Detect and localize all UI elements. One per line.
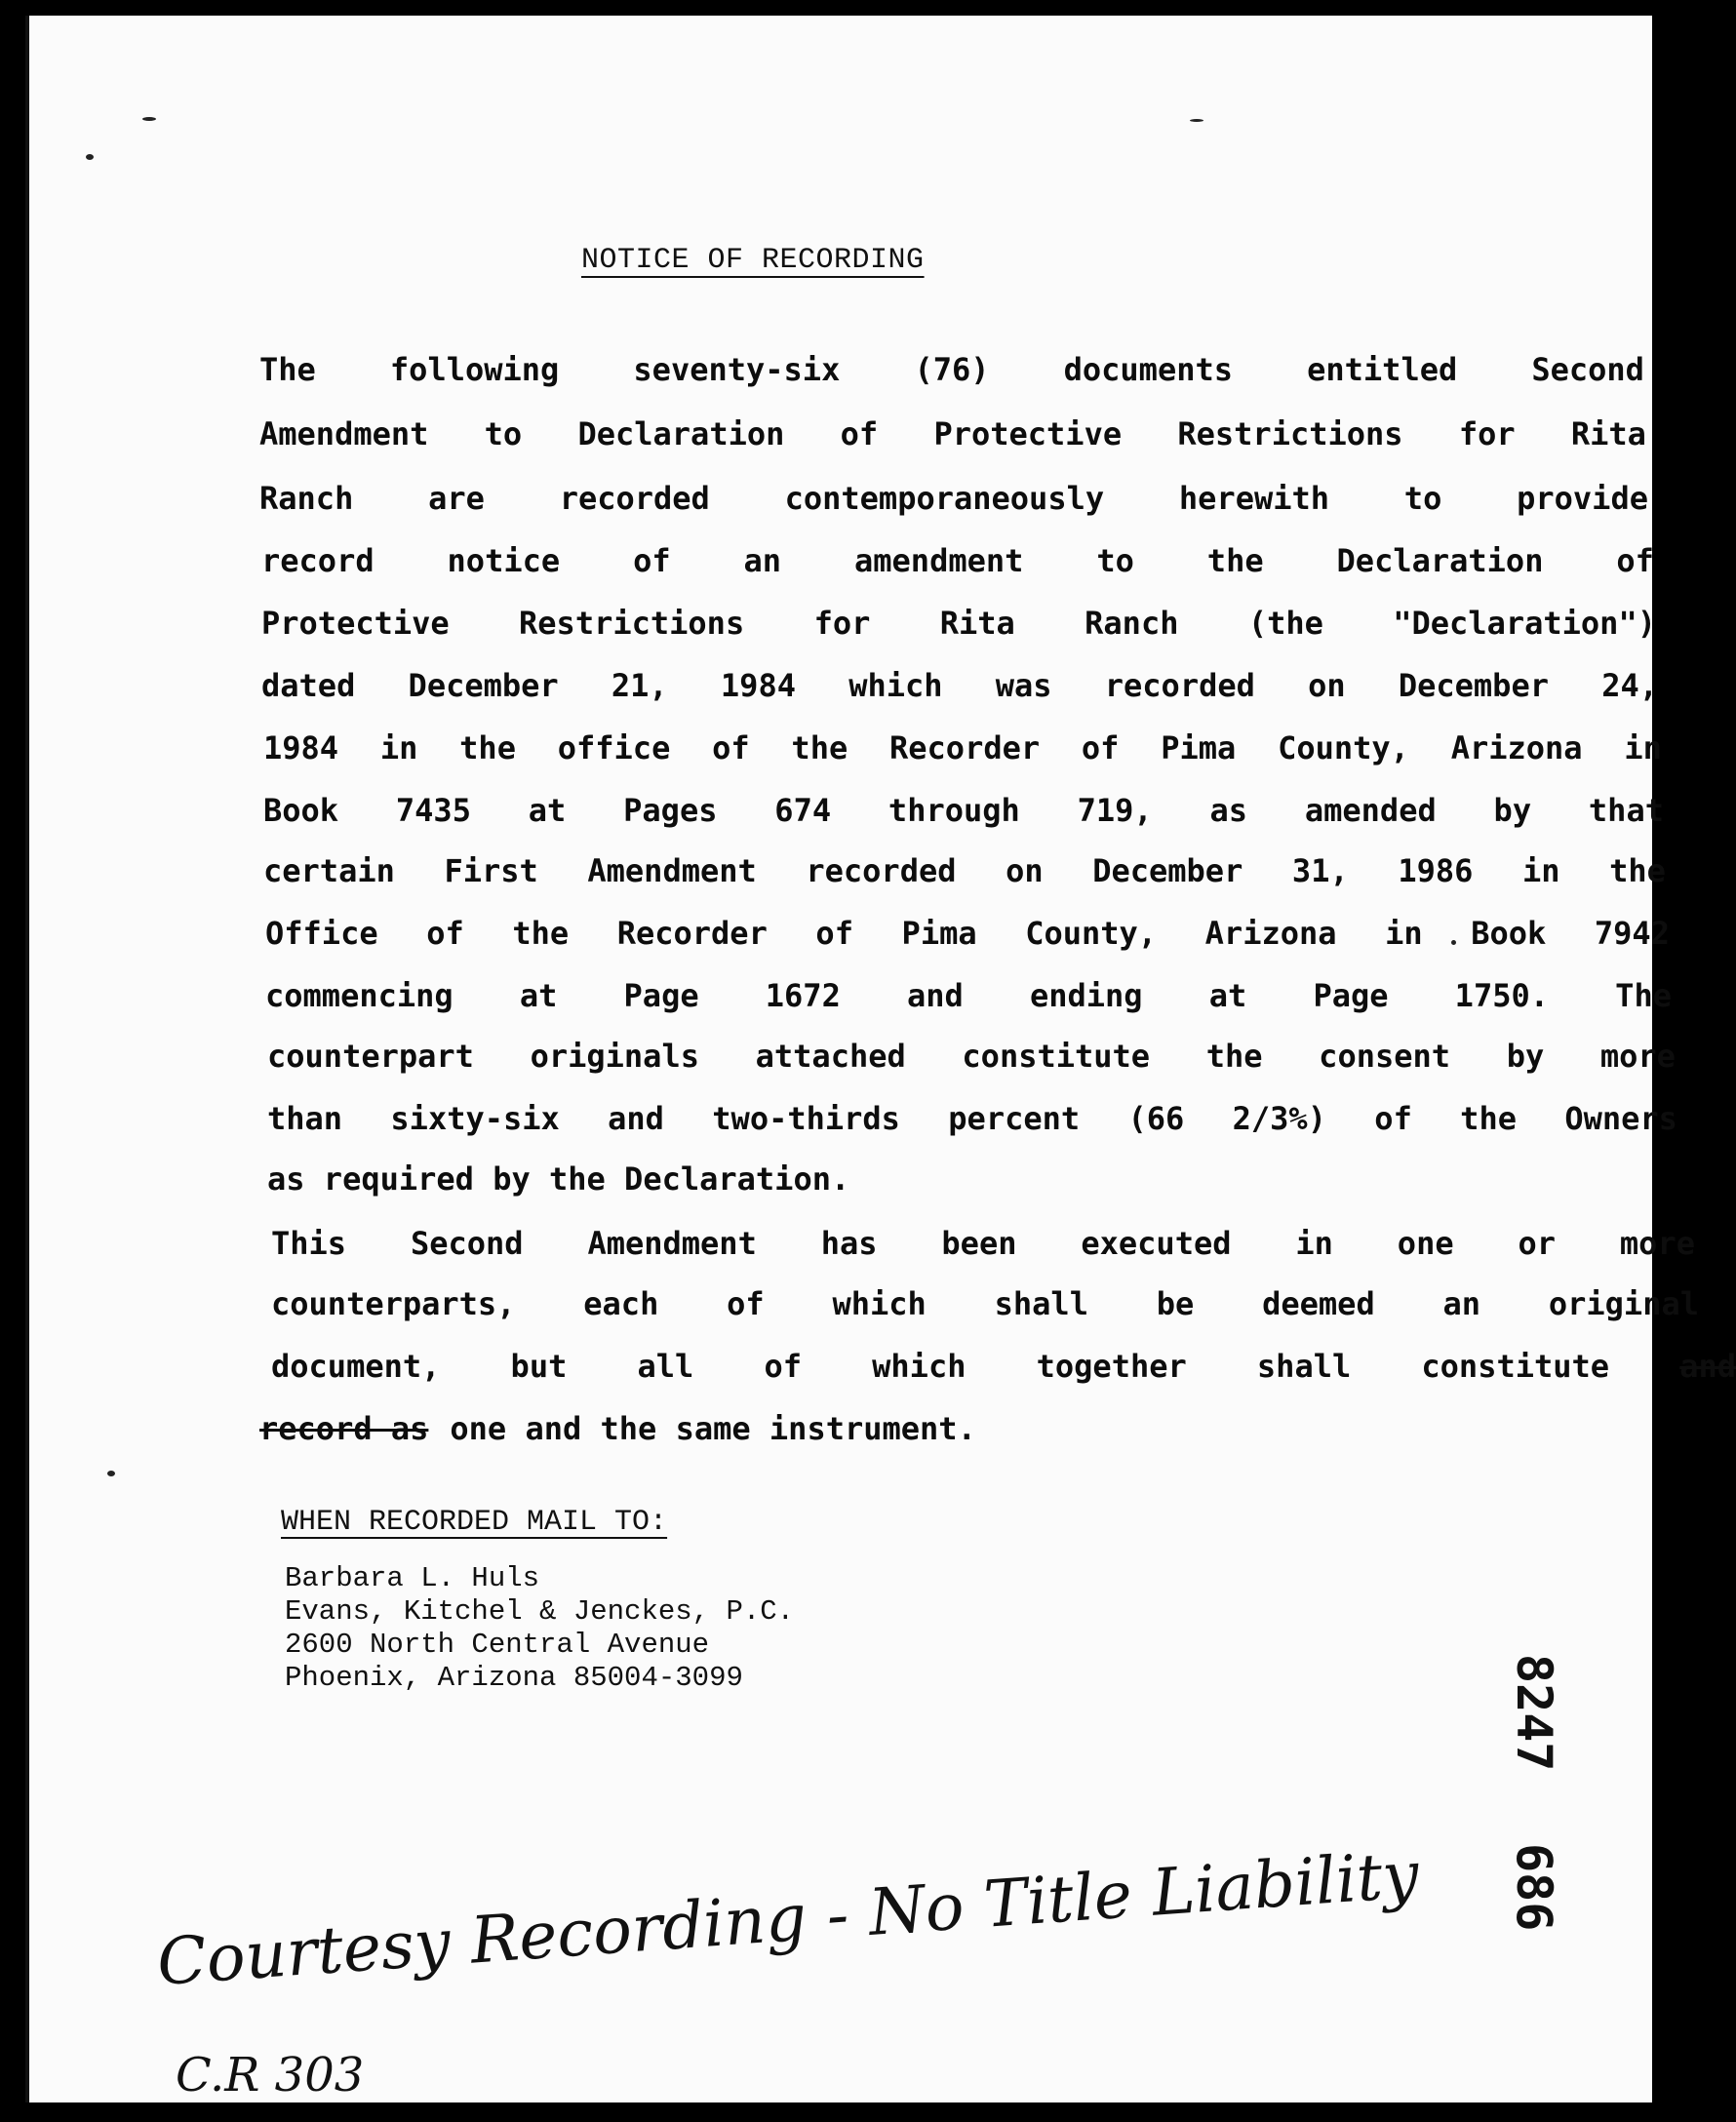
body-word: 1672 bbox=[765, 977, 841, 1014]
address-name: Barbara L. Huls bbox=[285, 1562, 540, 1594]
body-word: was bbox=[995, 667, 1052, 704]
body-word: each bbox=[583, 1285, 659, 1322]
scan-speck bbox=[1451, 940, 1456, 945]
body-word: on bbox=[1006, 852, 1044, 889]
address-firm: Evans, Kitchel & Jenckes, P.C. bbox=[285, 1595, 795, 1628]
body-line-short bbox=[267, 1160, 849, 1198]
body-word: of bbox=[764, 1348, 802, 1385]
body-word: provide bbox=[1517, 480, 1648, 517]
body-line bbox=[267, 1038, 1676, 1075]
body-word: recorded bbox=[1104, 667, 1255, 704]
body-line bbox=[271, 1285, 1699, 1322]
body-word: at bbox=[1208, 977, 1247, 1014]
body-word: contemporaneously bbox=[784, 480, 1105, 517]
body-word: "Declaration") bbox=[1393, 605, 1656, 642]
scan-speck bbox=[142, 117, 156, 121]
body-word: on bbox=[1308, 667, 1346, 704]
body-word: constitute bbox=[1421, 1348, 1610, 1385]
body-word: two-thirds bbox=[712, 1100, 900, 1137]
body-word: document, bbox=[271, 1348, 441, 1385]
body-word: more bbox=[1599, 1038, 1676, 1075]
body-word: dated bbox=[261, 667, 356, 704]
body-word: Second bbox=[410, 1225, 524, 1262]
body-word: original bbox=[1548, 1285, 1699, 1322]
body-word: attached bbox=[755, 1038, 906, 1075]
body-word: December bbox=[1092, 852, 1243, 889]
body-word: 2/3%) bbox=[1232, 1100, 1326, 1137]
body-word: Second bbox=[1531, 351, 1644, 388]
body-word: 7942 bbox=[1594, 915, 1670, 952]
body-word: seventy-six bbox=[633, 351, 841, 388]
body-word: sixty-six bbox=[390, 1100, 560, 1137]
body-word: Book bbox=[263, 792, 339, 829]
handwritten-note: Courtesy Recording - No Title Liability bbox=[154, 1836, 1422, 2000]
body-word: amendment bbox=[854, 542, 1024, 579]
body-word: to bbox=[1403, 480, 1442, 517]
body-word: counterpart bbox=[267, 1038, 474, 1075]
body-word: all bbox=[637, 1348, 694, 1385]
scan-speck bbox=[1190, 119, 1203, 122]
body-word: in bbox=[1295, 1225, 1333, 1262]
body-word: one bbox=[1397, 1225, 1454, 1262]
body-word: through bbox=[888, 792, 1020, 829]
body-word: Amendment bbox=[587, 852, 757, 889]
body-word: but bbox=[510, 1348, 568, 1385]
body-line bbox=[259, 480, 1648, 517]
body-word: 21, bbox=[611, 667, 668, 704]
body-word: Rita bbox=[939, 605, 1015, 642]
body-word: and bbox=[907, 977, 964, 1014]
body-word: amended bbox=[1304, 792, 1437, 829]
body-word: Restrictions bbox=[1177, 415, 1403, 452]
body-word: be bbox=[1156, 1285, 1195, 1322]
body-word: which bbox=[848, 667, 943, 704]
body-word: 1984 bbox=[720, 667, 796, 704]
body-word: counterparts, bbox=[271, 1285, 516, 1322]
body-line-text: as required by the Declaration. bbox=[267, 1160, 850, 1198]
body-word: (66 bbox=[1127, 1100, 1185, 1137]
recording-page-number: 686 bbox=[1506, 1843, 1562, 1932]
body-word: the bbox=[459, 729, 516, 766]
body-line bbox=[267, 1100, 1677, 1137]
body-word: by bbox=[1493, 792, 1532, 829]
body-word: more bbox=[1619, 1225, 1695, 1262]
body-word: Declaration bbox=[577, 415, 785, 452]
body-word: documents bbox=[1063, 351, 1233, 388]
body-word: by bbox=[1506, 1038, 1545, 1075]
body-word: Arizona bbox=[1450, 729, 1583, 766]
body-word: the bbox=[1609, 852, 1666, 889]
body-word: 24, bbox=[1601, 667, 1658, 704]
body-word: the bbox=[791, 729, 848, 766]
body-word: December bbox=[1398, 667, 1549, 704]
body-word: which bbox=[832, 1285, 927, 1322]
body-word: shall bbox=[1256, 1348, 1352, 1385]
body-word: the bbox=[1460, 1100, 1517, 1137]
body-word: recorded bbox=[806, 852, 957, 889]
body-word: in bbox=[1385, 915, 1423, 952]
body-word: to bbox=[1096, 542, 1134, 579]
body-word: First bbox=[444, 852, 538, 889]
body-word: shall bbox=[994, 1285, 1088, 1322]
struck-text: record as bbox=[259, 1410, 429, 1447]
body-word: of bbox=[1616, 542, 1654, 579]
body-line bbox=[261, 605, 1656, 642]
body-word: commencing bbox=[265, 977, 454, 1014]
body-word: Ranch bbox=[1085, 605, 1179, 642]
handwritten-code: C.R 303 bbox=[176, 2048, 365, 2102]
body-line-text: one and the same instrument. bbox=[450, 1410, 976, 1447]
body-word: This bbox=[271, 1225, 347, 1262]
body-word: for bbox=[813, 605, 871, 642]
body-word: County, bbox=[1278, 729, 1409, 766]
body-word: The bbox=[1615, 977, 1672, 1014]
body-line-last bbox=[259, 1410, 976, 1447]
body-word: of bbox=[712, 729, 750, 766]
body-line bbox=[265, 915, 1670, 952]
body-word: (76) bbox=[914, 351, 990, 388]
body-word: in bbox=[379, 729, 418, 766]
body-word: originals bbox=[530, 1038, 699, 1075]
address-street: 2600 North Central Avenue bbox=[285, 1629, 710, 1661]
body-word: in bbox=[1624, 729, 1662, 766]
body-word: office bbox=[557, 729, 671, 766]
body-line bbox=[261, 667, 1658, 704]
scan-speck bbox=[86, 154, 94, 160]
body-word: are bbox=[428, 480, 485, 517]
body-line bbox=[263, 792, 1664, 829]
recording-book-number: 8247 bbox=[1506, 1654, 1562, 1772]
body-word: at bbox=[528, 792, 567, 829]
body-line bbox=[259, 351, 1644, 388]
body-line bbox=[263, 852, 1666, 889]
body-line bbox=[263, 729, 1662, 766]
body-word: the bbox=[512, 915, 570, 952]
body-word: together bbox=[1036, 1348, 1187, 1385]
body-word: 31, bbox=[1291, 852, 1349, 889]
body-word: of bbox=[1081, 729, 1120, 766]
body-word: that bbox=[1588, 792, 1664, 829]
body-word: December bbox=[408, 667, 559, 704]
body-word: 674 bbox=[774, 792, 832, 829]
body-word: Protective bbox=[261, 605, 450, 642]
body-word: 7435 bbox=[395, 792, 471, 829]
body-word: Page bbox=[1313, 977, 1389, 1014]
body-word: which bbox=[872, 1348, 967, 1385]
body-word: Amendment bbox=[587, 1225, 757, 1262]
body-word: constitute bbox=[962, 1038, 1151, 1075]
body-word: an bbox=[1442, 1285, 1481, 1322]
body-word: ending bbox=[1029, 977, 1143, 1014]
body-word: herewith bbox=[1178, 480, 1330, 517]
body-word: Owners bbox=[1564, 1100, 1677, 1137]
body-line bbox=[265, 977, 1672, 1014]
body-word: Restrictions bbox=[519, 605, 745, 642]
body-word: following bbox=[389, 351, 560, 388]
body-word: percent bbox=[948, 1100, 1081, 1137]
body-word: been bbox=[941, 1225, 1017, 1262]
body-word: notice bbox=[447, 542, 561, 579]
body-word: County, bbox=[1025, 915, 1158, 952]
address-city: Phoenix, Arizona 85004-3099 bbox=[285, 1662, 743, 1694]
body-word: has bbox=[820, 1225, 878, 1262]
body-word: to bbox=[484, 415, 523, 452]
body-word: 1984 bbox=[263, 729, 339, 766]
body-word: 1750. bbox=[1454, 977, 1549, 1014]
body-word: of bbox=[727, 1285, 765, 1322]
body-word: at bbox=[519, 977, 558, 1014]
body-word: the bbox=[1206, 542, 1264, 579]
body-line bbox=[259, 415, 1646, 452]
body-word: Protective bbox=[933, 415, 1123, 452]
body-word: (the bbox=[1247, 605, 1323, 642]
body-word: in bbox=[1521, 852, 1560, 889]
body-word: Rita bbox=[1570, 415, 1646, 452]
body-word: for bbox=[1458, 415, 1516, 452]
body-word: executed bbox=[1081, 1225, 1232, 1262]
body-word: an bbox=[743, 542, 782, 579]
body-word: 1986 bbox=[1398, 852, 1474, 889]
body-word: of bbox=[815, 915, 853, 952]
body-line bbox=[261, 542, 1654, 579]
body-word: record bbox=[261, 542, 375, 579]
body-line bbox=[271, 1348, 1736, 1385]
body-word: Book bbox=[1471, 915, 1547, 952]
body-word: of bbox=[633, 542, 671, 579]
body-word: as bbox=[1209, 792, 1248, 829]
body-word: Recorder bbox=[616, 915, 768, 952]
body-word: Arizona bbox=[1204, 915, 1337, 952]
body-word: and bbox=[608, 1100, 664, 1137]
body-word: Office bbox=[265, 915, 378, 952]
body-word: of bbox=[1374, 1100, 1412, 1137]
mail-to-heading: WHEN RECORDED MAIL TO: bbox=[281, 1506, 668, 1539]
scan-speck bbox=[107, 1471, 115, 1476]
body-word: Recorder bbox=[889, 729, 1041, 766]
body-word: of bbox=[426, 915, 464, 952]
body-word: recorded bbox=[559, 480, 710, 517]
body-word: deemed bbox=[1262, 1285, 1375, 1322]
struck-text: and bbox=[1679, 1348, 1736, 1385]
body-line bbox=[271, 1225, 1695, 1262]
body-word: Pima bbox=[1161, 729, 1237, 766]
body-word: than bbox=[267, 1100, 343, 1137]
document-page bbox=[25, 16, 1736, 2102]
body-word: Ranch bbox=[259, 480, 354, 517]
body-word: of bbox=[840, 415, 879, 452]
body-word: consent bbox=[1319, 1038, 1451, 1075]
body-word: The bbox=[259, 351, 316, 388]
body-word: Page bbox=[623, 977, 699, 1014]
body-word: Amendment bbox=[259, 415, 429, 452]
body-word: 719, bbox=[1077, 792, 1153, 829]
body-word: or bbox=[1518, 1225, 1557, 1262]
document-title: NOTICE OF RECORDING bbox=[581, 244, 925, 277]
body-word: Declaration bbox=[1336, 542, 1544, 579]
body-word: Pima bbox=[901, 915, 977, 952]
body-word: the bbox=[1205, 1038, 1263, 1075]
body-word: entitled bbox=[1307, 351, 1458, 388]
body-word: Pages bbox=[623, 792, 718, 829]
body-word: certain bbox=[263, 852, 395, 889]
